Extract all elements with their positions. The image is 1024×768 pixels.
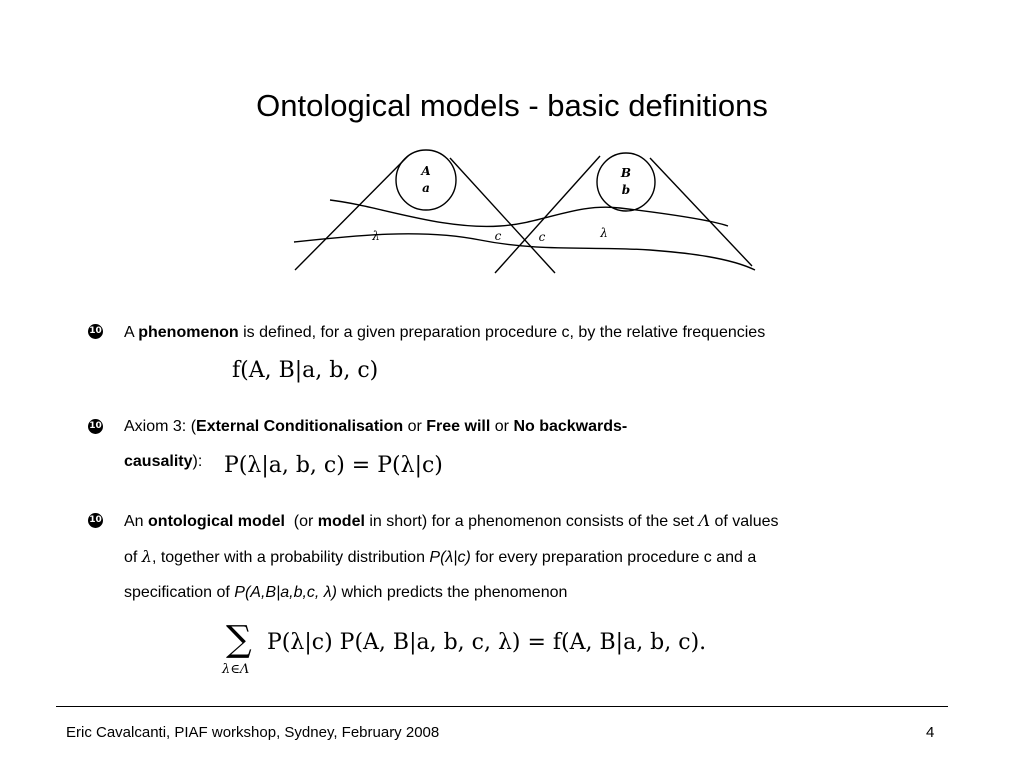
c-label-left: c	[494, 229, 502, 243]
circle-label-b: b	[621, 183, 631, 197]
left-measurement-circle	[396, 150, 456, 210]
symbol-Lambda: Λ	[698, 511, 710, 530]
sum-subscript: λ∈Λ	[222, 662, 250, 677]
expr-p-ab-given-abc-lambda: P(A,B|a,b,c, λ)	[234, 584, 338, 601]
term-external-conditionalisation: External Conditionalisation	[196, 418, 404, 435]
footer-divider	[56, 706, 948, 707]
circle-label-B: B	[620, 166, 632, 180]
text-span: A	[124, 324, 139, 341]
term-free-will: Free will	[426, 418, 491, 435]
right-measurement-circle	[597, 153, 655, 211]
equation-axiom-3: P(λ|a, b, c) = P(λ|c)	[224, 453, 443, 478]
term-no-backwards: No backwards-	[513, 418, 628, 435]
spacetime-diagram	[290, 148, 760, 278]
bullet-phenomenon	[124, 315, 765, 350]
text-span: (or	[284, 513, 318, 530]
left-cone-right-edge	[450, 158, 555, 273]
term-phenomenon: phenomenon	[138, 324, 239, 341]
text-span: which predicts the phenomenon	[337, 584, 568, 601]
equation-phenomenon: f(A, B|a, b, c)	[232, 358, 379, 383]
equation-body: P(λ|c) P(A, B|a, b, c, λ) = f(A, B|a, b, c).	[267, 630, 707, 655]
term-model: model	[317, 513, 365, 530]
text-span: , together with a probability distribution	[151, 549, 430, 566]
text-span: or	[403, 418, 427, 435]
term-causality: causality	[124, 453, 193, 470]
right-cone-left-edge	[495, 156, 600, 273]
slide-title: Ontological models - basic definitions	[256, 88, 768, 123]
summation-sign	[222, 619, 260, 677]
bullet-icon: 10	[88, 513, 103, 528]
bullet-ontological-model	[124, 503, 778, 610]
equation-ontological-model	[222, 619, 707, 677]
upper-slice-curve	[330, 200, 728, 226]
left-cone-left-edge	[295, 156, 408, 270]
term-ontological-model: ontological model	[148, 513, 285, 530]
expr-p-lambda-given-c: P(λ|c)	[429, 549, 471, 566]
text-span: in short) for a phenomenon consists of the set	[364, 513, 699, 530]
lambda-label-left: λ	[372, 229, 380, 243]
text-span: Axiom 3: (	[124, 418, 197, 435]
right-cone-right-edge	[650, 158, 752, 266]
text-span: is defined, for a given preparation procedure c, by the relative frequencies	[238, 324, 766, 341]
bullet-icon: 10	[88, 324, 103, 339]
text-span: specification of	[124, 584, 235, 601]
c-label-right: c	[538, 230, 546, 244]
circle-label-A: A	[421, 164, 431, 178]
text-span: or	[490, 418, 514, 435]
bullet-icon: 10	[88, 419, 103, 434]
text-span: for every preparation procedure c and a	[470, 549, 757, 566]
text-span: ):	[192, 453, 203, 470]
circle-label-a: a	[422, 181, 430, 195]
lambda-label-right: λ	[600, 226, 608, 240]
footer-text: Eric Cavalcanti, PIAF workshop, Sydney, February 2008	[66, 724, 440, 741]
page-number: 4	[926, 724, 935, 741]
text-span: An	[124, 513, 149, 530]
text-span: of	[124, 549, 142, 566]
sum-glyph: ∑	[226, 619, 252, 660]
symbol-lambda: λ	[141, 547, 152, 566]
text-span: of values	[710, 513, 779, 530]
